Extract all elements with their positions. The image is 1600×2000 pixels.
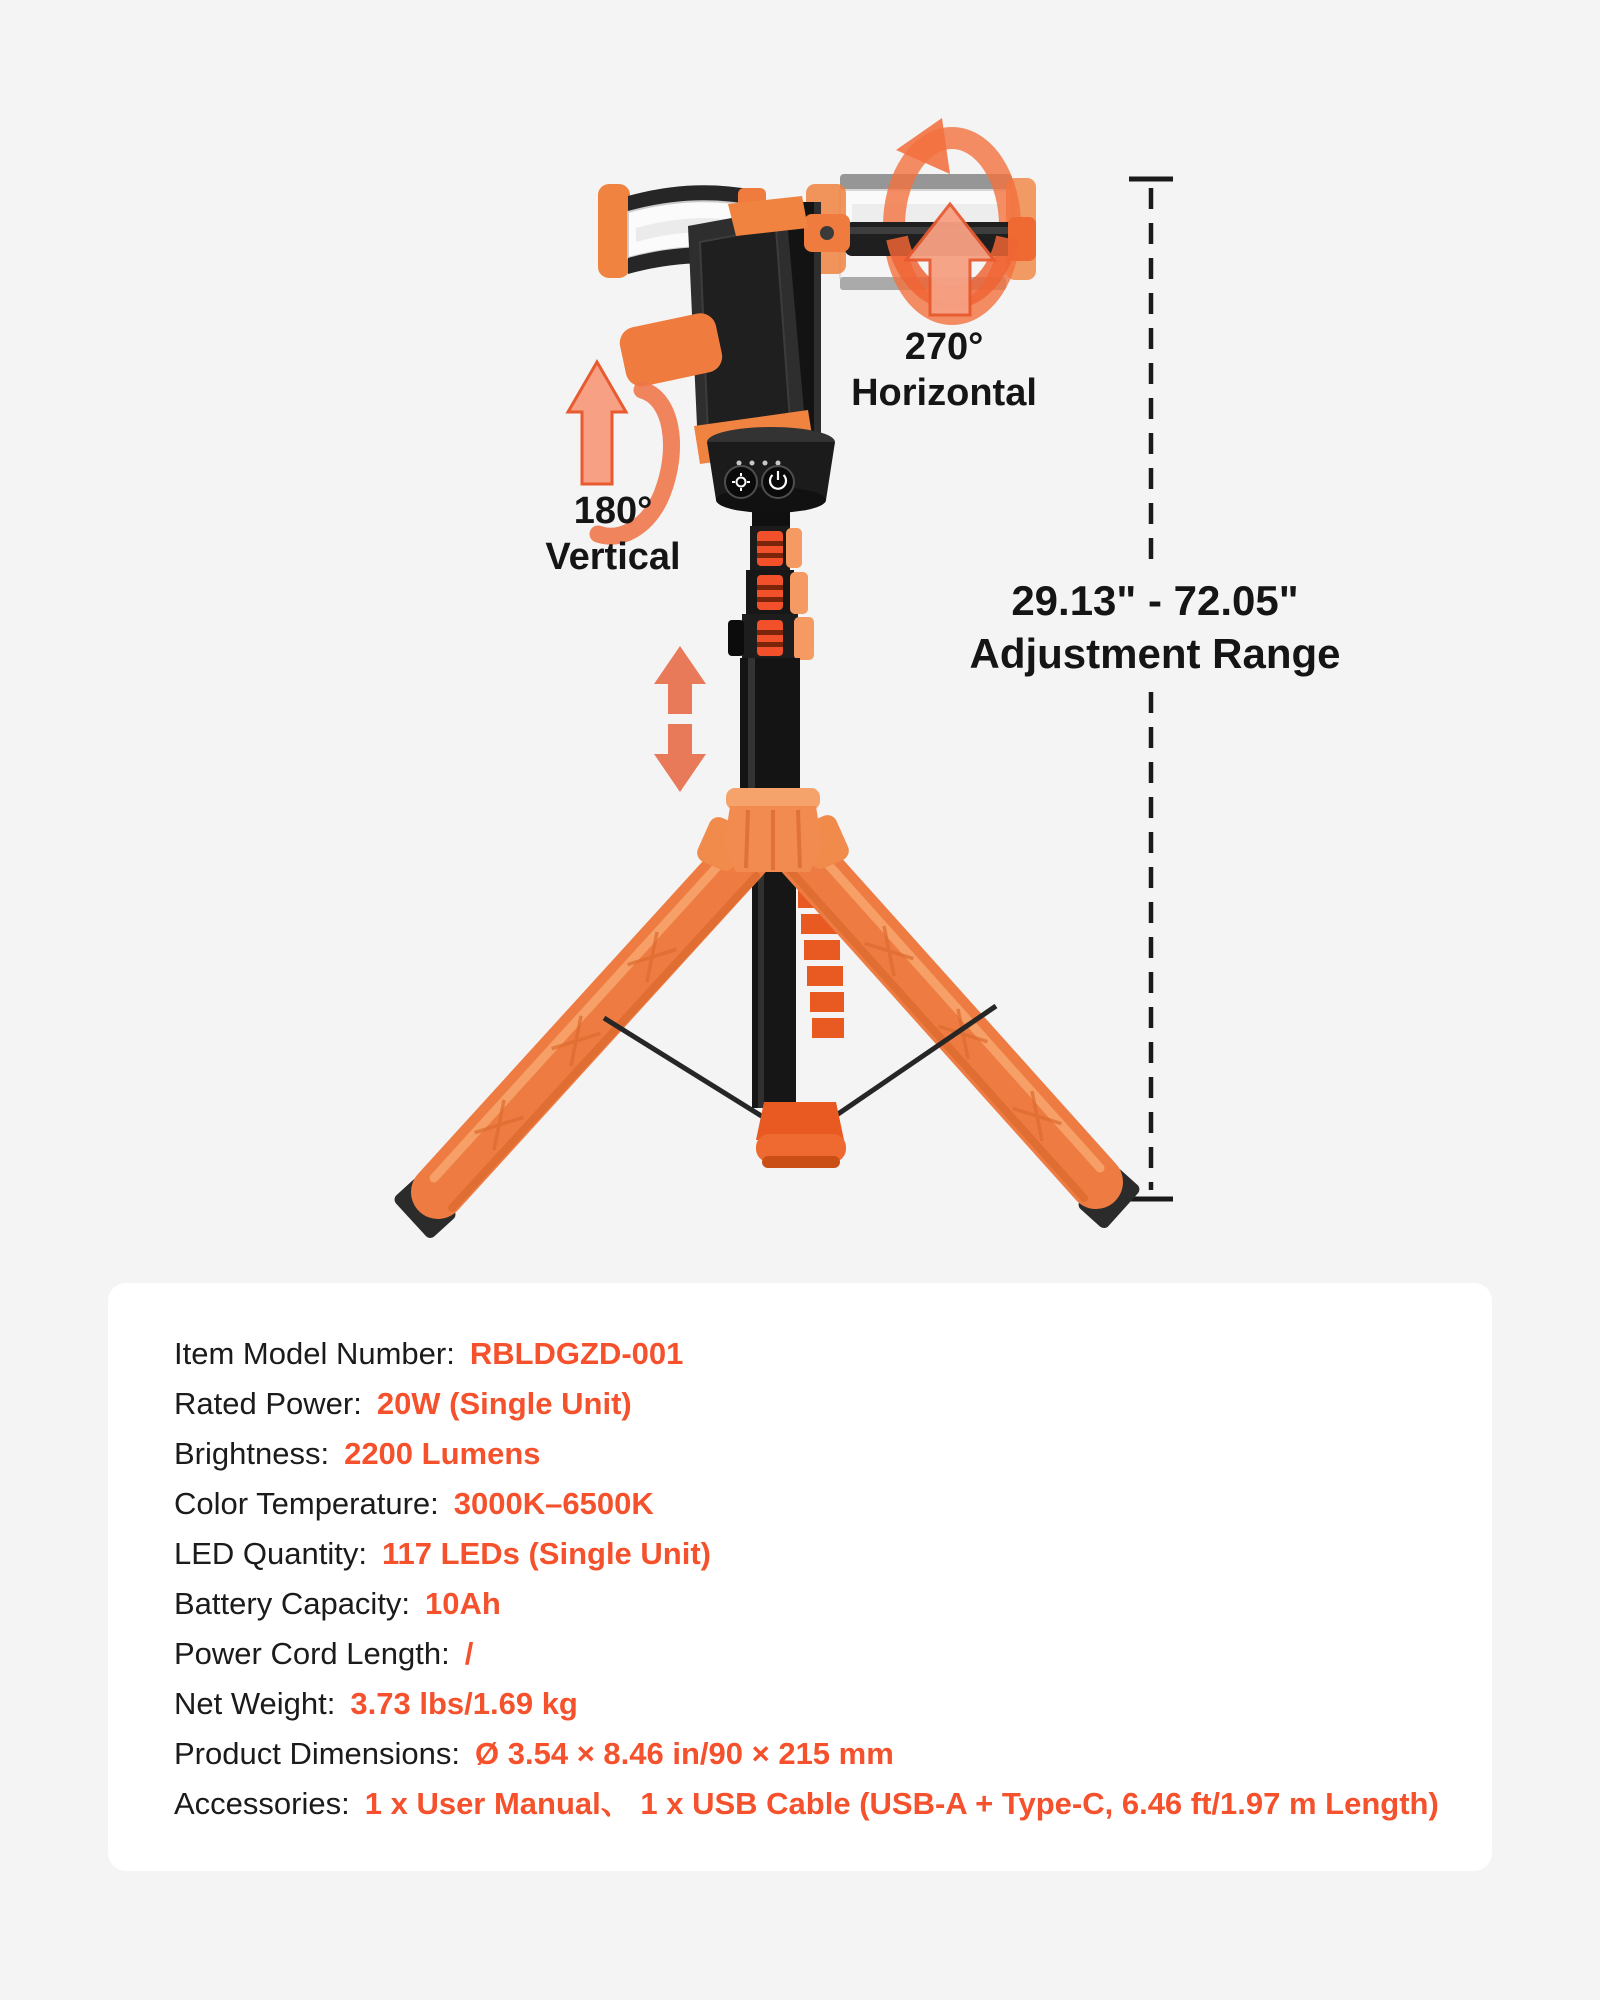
spec-row-battery bbox=[174, 1579, 1442, 1629]
spec-value: 117 LEDs (Single Unit) bbox=[381, 1536, 711, 1571]
spec-row-accessories bbox=[174, 1779, 1442, 1829]
spec-value: 10Ah bbox=[425, 1586, 501, 1621]
spec-row-brightness bbox=[174, 1429, 1442, 1479]
measurement-line bbox=[1129, 179, 1173, 1199]
spec-row-net-weight bbox=[174, 1679, 1442, 1729]
annotation-adjustment-range bbox=[955, 574, 1355, 680]
vertical-degrees: 180° bbox=[573, 490, 653, 532]
spec-label: Accessories: bbox=[174, 1786, 350, 1821]
spec-value: 3000K–6500K bbox=[453, 1486, 654, 1521]
spec-value: 3.73 lbs/1.69 kg bbox=[350, 1686, 578, 1721]
tripod-leg-left bbox=[392, 846, 756, 1240]
height-adjust-arrows bbox=[654, 646, 706, 792]
spec-row-dimensions bbox=[174, 1729, 1442, 1779]
spec-row-cord-length bbox=[174, 1629, 1442, 1679]
spec-label: Item Model Number: bbox=[174, 1336, 455, 1371]
rear-foot bbox=[756, 1102, 846, 1168]
spec-label: Power Cord Length: bbox=[174, 1636, 450, 1671]
horizontal-label: Horizontal bbox=[851, 372, 1037, 414]
tripod-collar bbox=[724, 788, 822, 872]
annotation-horizontal-rotation bbox=[794, 324, 1094, 416]
spec-row-model bbox=[174, 1329, 1442, 1379]
spec-row-power bbox=[174, 1379, 1442, 1429]
spec-value: RBLDGZD-001 bbox=[469, 1336, 684, 1371]
spec-value: 2200 Lumens bbox=[344, 1436, 541, 1471]
spec-row-led-quantity bbox=[174, 1529, 1442, 1579]
spec-label: Net Weight: bbox=[174, 1686, 336, 1721]
spec-value: 20W (Single Unit) bbox=[376, 1386, 632, 1421]
spec-label: Product Dimensions: bbox=[174, 1736, 461, 1771]
range-values: 29.13" - 72.05" bbox=[1011, 577, 1299, 624]
spec-label: Brightness: bbox=[174, 1436, 330, 1471]
spec-label: Color Temperature: bbox=[174, 1486, 439, 1521]
spec-label: Battery Capacity: bbox=[174, 1586, 411, 1621]
spec-card bbox=[108, 1283, 1492, 1871]
horizontal-degrees: 270° bbox=[904, 326, 984, 368]
spec-label: Rated Power: bbox=[174, 1386, 362, 1421]
annotation-vertical-rotation bbox=[463, 488, 763, 580]
spec-row-color-temperature bbox=[174, 1479, 1442, 1529]
vertical-label: Vertical bbox=[545, 536, 681, 578]
spec-value: / bbox=[464, 1636, 474, 1671]
range-label: Adjustment Range bbox=[969, 630, 1341, 677]
spec-value: 1 x User Manual、 1 x USB Cable (USB-A + Type-C, 6.46 ft/1.97 m Length) bbox=[364, 1786, 1439, 1821]
spec-label: LED Quantity: bbox=[174, 1536, 367, 1571]
spec-value: Ø 3.54 × 8.46 in/90 × 215 mm bbox=[475, 1736, 894, 1771]
power-button-icon bbox=[762, 466, 794, 498]
